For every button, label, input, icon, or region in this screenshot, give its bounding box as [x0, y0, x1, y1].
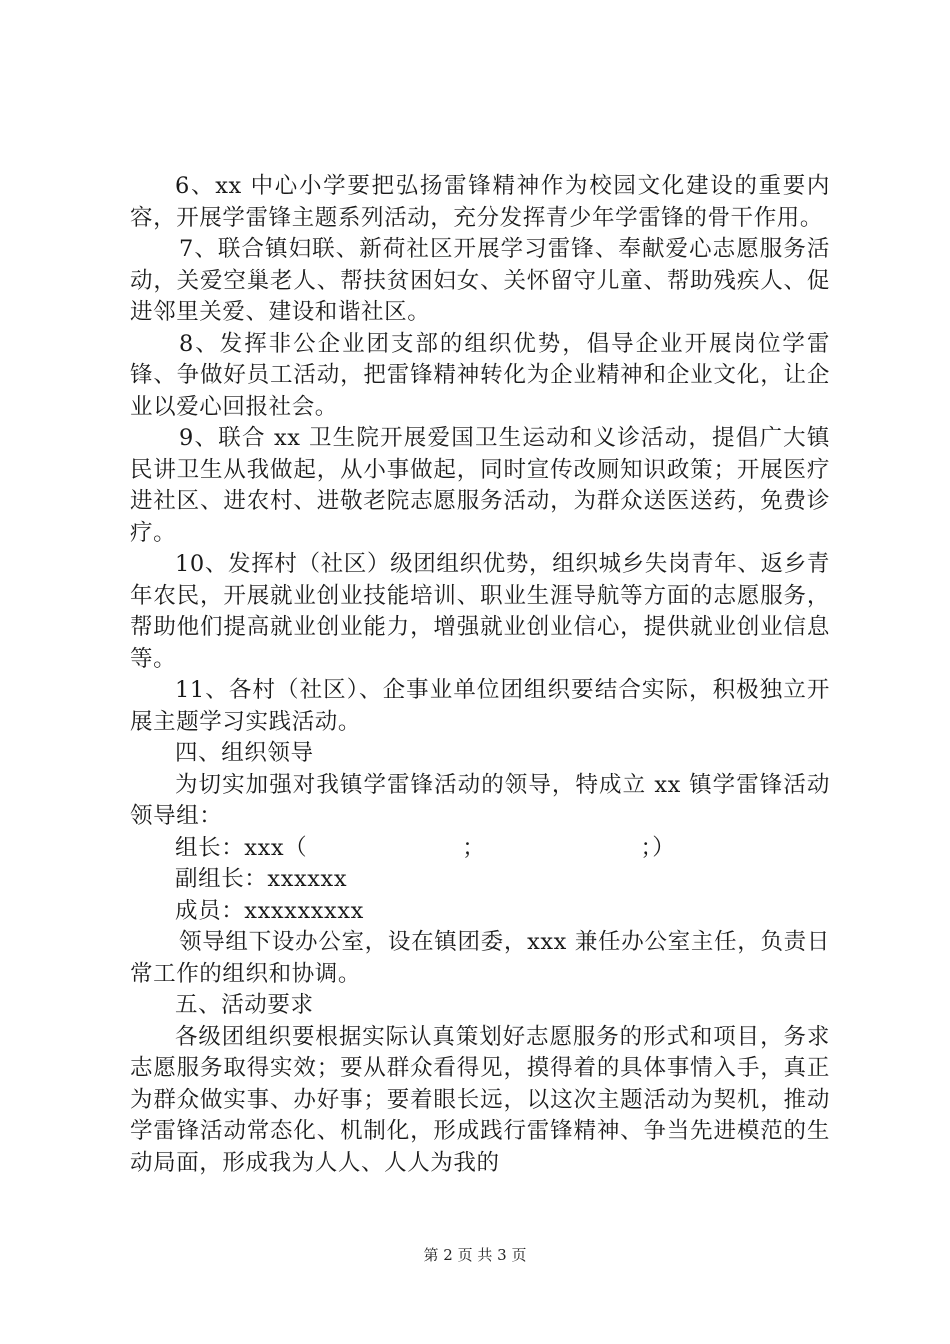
paragraph-leading-group: 为切实加强对我镇学雷锋活动的领导，特成立 xx 镇学雷锋活动领导组： [130, 771, 830, 829]
paragraph-item-10: 10、发挥村（社区）级团组织优势，组织城乡失岗青年、返乡青年农民，开展就业创业技能培训、职业生涯导航等方面的志愿服务，帮助他们提高就业创业能力，增强就业创业信心，提供就业创业信息等。 [130, 551, 830, 672]
paragraph-item-6: 6、xx 中心小学要把弘扬雷锋精神作为校园文化建设的重要内容，开展学雷锋主题系列活动，充分发挥青少年学雷锋的骨干作用。 [130, 173, 830, 231]
section-heading-5: 五、活动要求 [175, 992, 314, 1018]
members-line: 成员：xxxxxxxxx [175, 897, 364, 924]
paragraph-item-8: 8、发挥非公企业团支部的组织优势，倡导企业开展岗位学雷锋、争做好员工活动，把雷锋精神转化为企业精神和企业文化，让企业以爱心回报社会。 [130, 330, 830, 420]
paragraph-office: 领导组下设办公室，设在镇团委，xxx 兼任办公室主任，负责日常工作的组织和协调。 [130, 929, 830, 987]
deputy-leader-line: 副组长：xxxxxx [175, 866, 348, 892]
paragraph-item-11: 11、各村（社区）、企事业单位团组织要结合实际，积极独立开展主题学习实践活动。 [130, 677, 830, 735]
paragraph-requirements: 各级团组织要根据实际认真策划好志愿服务的形式和项目，务求志愿服务取得实效；要从群众看得见，摸得着的具体事情入手，真正为群众做实事、办好事；要着眼长远，以这次主题活动为契机，推动学雷锋活动常态化、机制化，形成践行雷锋精神、争当先进模范的生动局面，形成我为人人、人人为我的 [130, 1023, 830, 1176]
page-number-footer: 第 2 页 共 3 页 [423, 1246, 527, 1264]
section-heading-4: 四、组织领导 [175, 740, 314, 766]
paragraph-item-7: 7、联合镇妇联、新荷社区开展学习雷锋、奉献爱心志愿服务活动，关爱空巢老人、帮扶贫困妇女、关怀留守儿童、帮助残疾人、促进邻里关爱、建设和谐社区。 [130, 236, 830, 325]
document-body [130, 171, 830, 1179]
paragraph-item-9: 9、联合 xx 卫生院开展爱国卫生运动和义诊活动，提倡广大镇民讲卫生从我做起，从小事做起，同时宣传改厕知识政策；开展医疗进社区、进农村、进敬老院志愿服务活动，为群众送医送药，免费诊疗。 [130, 425, 830, 546]
group-leader-line: 组长：xxx（ ； ；） [175, 834, 676, 861]
